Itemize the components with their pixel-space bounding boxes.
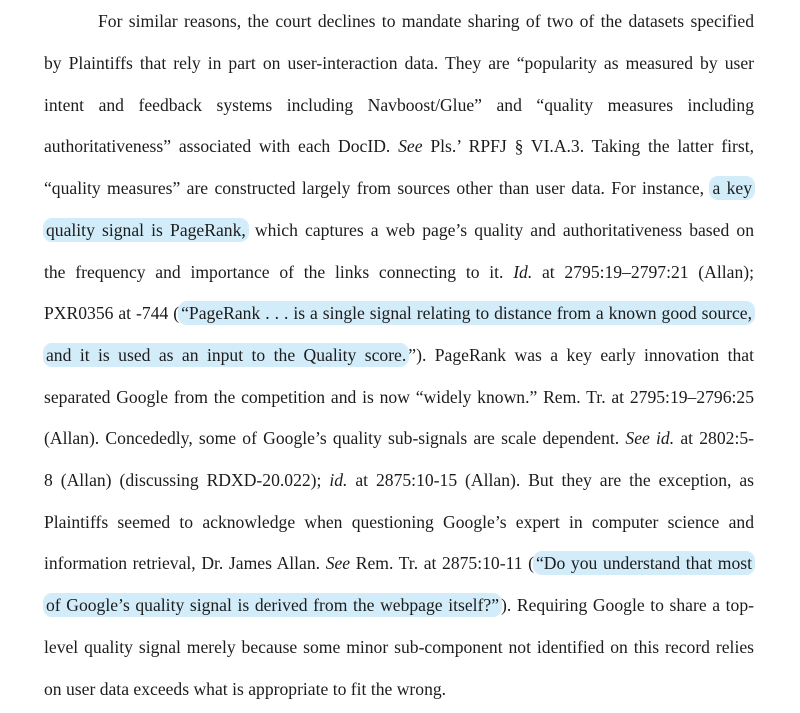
- text-line: [44, 590, 754, 620]
- text-line: [98, 6, 754, 36]
- highlighted-text: of Google’s quality signal is derived from the webpage itself?”: [46, 595, 500, 615]
- text-line: [44, 548, 754, 578]
- text-segment: separated Google from the competition and is now “widely known.” Rem. Tr. at 2795:19–2796:25: [44, 387, 754, 407]
- text-segment: For similar reasons, the court declines to mandate sharing of two of the datasets specified: [98, 11, 754, 31]
- text-line: [44, 423, 754, 453]
- text-segment: on user data exceeds what is appropriate to fit the wrong.: [44, 679, 447, 699]
- text-segment: which captures a web page’s quality and authoritativeness based on: [247, 220, 754, 240]
- text-segment: authoritativeness” associated with each DocID.: [44, 136, 399, 156]
- text-segment: “quality measures” are constructed largely from sources other than user data. For instance,: [44, 178, 711, 198]
- text-segment: the frequency and importance of the links connecting to it.: [44, 262, 514, 282]
- text-segment: Pls.’ RPFJ § VI.A.3. Taking the latter first,: [422, 136, 754, 156]
- text-segment: ”). PageRank was a key early innovation that: [408, 345, 754, 365]
- text-segment: intent and feedback systems including Navboost/Glue” and “quality measures including: [44, 95, 754, 115]
- text-segment: at 2802:5-: [674, 428, 754, 448]
- text-segment: level quality signal merely because some minor sub-component not identified on this record relies: [44, 637, 754, 657]
- highlighted-text: quality signal is PageRank,: [46, 220, 246, 240]
- text-line: [44, 507, 754, 537]
- text-line: [44, 465, 754, 495]
- highlighted-text: “Do you understand that most: [536, 553, 752, 573]
- text-line: [44, 90, 754, 120]
- text-line: [44, 674, 754, 704]
- text-segment: (Allan). Concededly, some of Google’s quality sub-signals are scale dependent.: [44, 428, 626, 448]
- citation-signal: id.: [329, 470, 348, 490]
- text-segment: PXR0356 at -744 (: [44, 303, 180, 323]
- text-segment: at 2795:19–2797:21 (Allan);: [532, 262, 754, 282]
- text-line: [44, 173, 754, 203]
- text-line: [44, 298, 754, 328]
- text-line: [44, 257, 754, 287]
- highlighted-text: a key: [712, 178, 752, 198]
- text-segment: 8 (Allan) (discussing RDXD-20.022);: [44, 470, 330, 490]
- citation-signal: See: [325, 553, 351, 573]
- text-segment: Plaintiffs seemed to acknowledge when questioning Google’s expert in computer science and: [44, 512, 754, 532]
- text-line: [44, 632, 754, 662]
- text-line: [44, 48, 754, 78]
- citation-signal: See: [398, 136, 423, 156]
- citation-signal: Id.: [513, 262, 533, 282]
- text-segment: ). Requiring Google to share a top-: [501, 595, 755, 615]
- text-line: [44, 382, 754, 412]
- text-segment: at 2875:10-15 (Allan). But they are the exception, as: [347, 470, 754, 490]
- highlighted-text: and it is used as an input to the Quality score.: [46, 345, 407, 365]
- text-segment: Rem. Tr. at 2875:10-11 (: [350, 553, 534, 573]
- citation-signal: See id.: [625, 428, 675, 448]
- text-line: [44, 215, 754, 245]
- text-line: [44, 131, 754, 161]
- text-line: [44, 340, 754, 370]
- text-segment: by Plaintiffs that rely in part on user-interaction data. They are “popularity as measured by user: [44, 53, 754, 73]
- text-segment: information retrieval, Dr. James Allan.: [44, 553, 326, 573]
- highlighted-text: “PageRank . . . is a single signal relating to distance from a known good source,: [181, 303, 752, 323]
